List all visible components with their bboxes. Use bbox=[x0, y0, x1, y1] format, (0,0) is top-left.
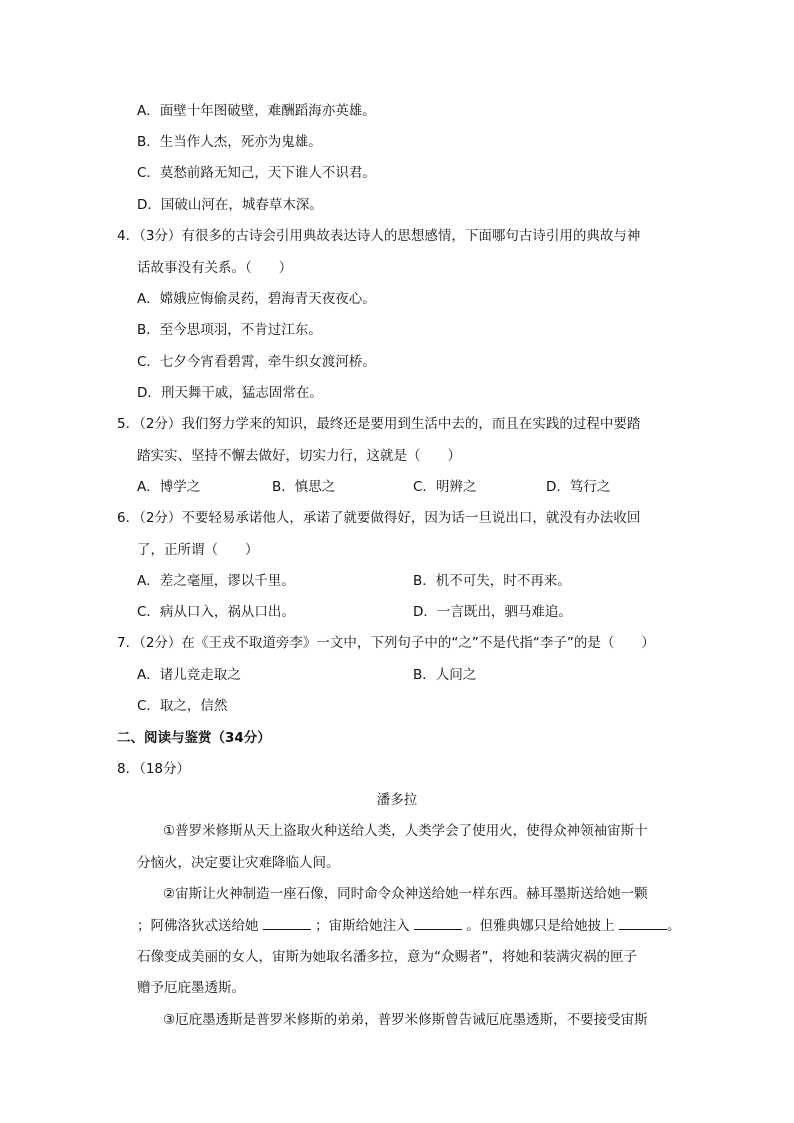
q4-option-c: C．七夕今宵看碧霄，牵牛织女渡河桥。 bbox=[137, 354, 376, 370]
section-heading: 二、阅读与鉴赏（34分） bbox=[117, 730, 271, 746]
q3-option-b: B．生当作人杰，死亦为鬼雄。 bbox=[137, 134, 322, 150]
q5-option-c: C．明辨之 bbox=[413, 479, 477, 495]
passage-p3-line1: ③厄庇墨透斯是普罗米修斯的弟弟，普罗米修斯曾告诫厄庇墨透斯，不要接受宙斯 bbox=[163, 1012, 648, 1028]
q6-stem-line2: 了，正所谓（ ） bbox=[137, 542, 259, 558]
q3-option-d: D．国破山河在，城春草木深。 bbox=[137, 197, 323, 213]
q4-option-a: A．嫦娥应悔偷灵药，碧海青天夜夜心。 bbox=[137, 291, 376, 307]
blank-1[interactable] bbox=[263, 917, 311, 930]
passage-p2-line3: 石像变成美丽的女人，宙斯为她取名潘多拉，意为“众赐者”，将她和装满灾祸的匣子 bbox=[137, 949, 637, 965]
q3-option-a: A．面壁十年图破壁，难酬蹈海亦英雄。 bbox=[137, 103, 376, 119]
passage-p1-line1: ①普罗米修斯从天上盗取火种送给人类，人类学会了使用火，使得众神领袖宙斯十 bbox=[163, 823, 648, 839]
q6-stem-line1: 6．（2分）不要轻易承诺他人，承诺了就要做得好，因为话一旦说出口，就没有办法收回 bbox=[117, 510, 641, 526]
q4-option-b: B．至今思项羽，不肯过江东。 bbox=[137, 322, 322, 338]
q7-option-a: A．诸儿竞走取之 bbox=[137, 667, 241, 683]
q7-stem: 7．（2分）在《王戎不取道旁李》一文中，下列句子中的“之”不是代指“李子”的是（ ） bbox=[117, 635, 655, 651]
blank-2[interactable] bbox=[414, 917, 462, 930]
q4-stem-line2: 话故事没有关系。（ ） bbox=[137, 260, 293, 276]
passage-p1-line2: 分恼火，决定要让灾难降临人间。 bbox=[137, 855, 340, 871]
passage-title: 潘多拉 bbox=[376, 792, 418, 808]
passage-p2-seg-d: 。 bbox=[666, 918, 681, 934]
blank-3[interactable] bbox=[619, 917, 667, 930]
passage-p2-line4: 赠予厄庇墨透斯。 bbox=[137, 980, 245, 996]
passage-p2-seg-c: 。但雅典娜只是给她披上 bbox=[466, 918, 615, 934]
q6-option-b: B．机不可失，时不再来。 bbox=[413, 573, 571, 589]
passage-p2-line1: ②宙斯让火神制造一座石像，同时命令众神送给她一样东西。赫耳墨斯送给她一颗 bbox=[163, 886, 648, 902]
q3-option-c: C．莫愁前路无知己，天下谁人不识君。 bbox=[137, 165, 376, 181]
q4-option-d: D．刑天舞干戚，猛志固常在。 bbox=[137, 385, 323, 401]
q5-stem-line2: 踏实实、坚持不懈去做好，切实力行，这就是（ ） bbox=[137, 448, 461, 464]
passage-p2-seg-b: ；宙斯给她注入 bbox=[315, 918, 410, 934]
q4-stem-line1: 4．（3分）有很多的古诗会引用典故表达诗人的思想感情，下面哪句古诗引用的典故与神 bbox=[117, 228, 641, 244]
q7-option-c: C．取之，信然 bbox=[137, 698, 228, 714]
q8-label: 8．（18分） bbox=[117, 761, 191, 777]
passage-p2-line2 bbox=[137, 917, 680, 935]
q5-option-d: D．笃行之 bbox=[546, 479, 611, 495]
q6-option-a: A．差之毫厘，谬以千里。 bbox=[137, 573, 295, 589]
q5-option-b: B．慎思之 bbox=[272, 479, 336, 495]
q5-stem-line1: 5．（2分）我们努力学来的知识，最终还是要用到生活中去的，而且在实践的过程中要踏 bbox=[117, 416, 641, 432]
q6-option-c: C．病从口入，祸从口出。 bbox=[137, 604, 295, 620]
q7-option-b: B．人问之 bbox=[413, 667, 477, 683]
q5-option-a: A．博学之 bbox=[137, 479, 201, 495]
q6-option-d: D．一言既出，驷马难追。 bbox=[413, 604, 572, 620]
passage-p2-seg-a: ；阿佛洛狄忒送给她 bbox=[137, 918, 259, 934]
